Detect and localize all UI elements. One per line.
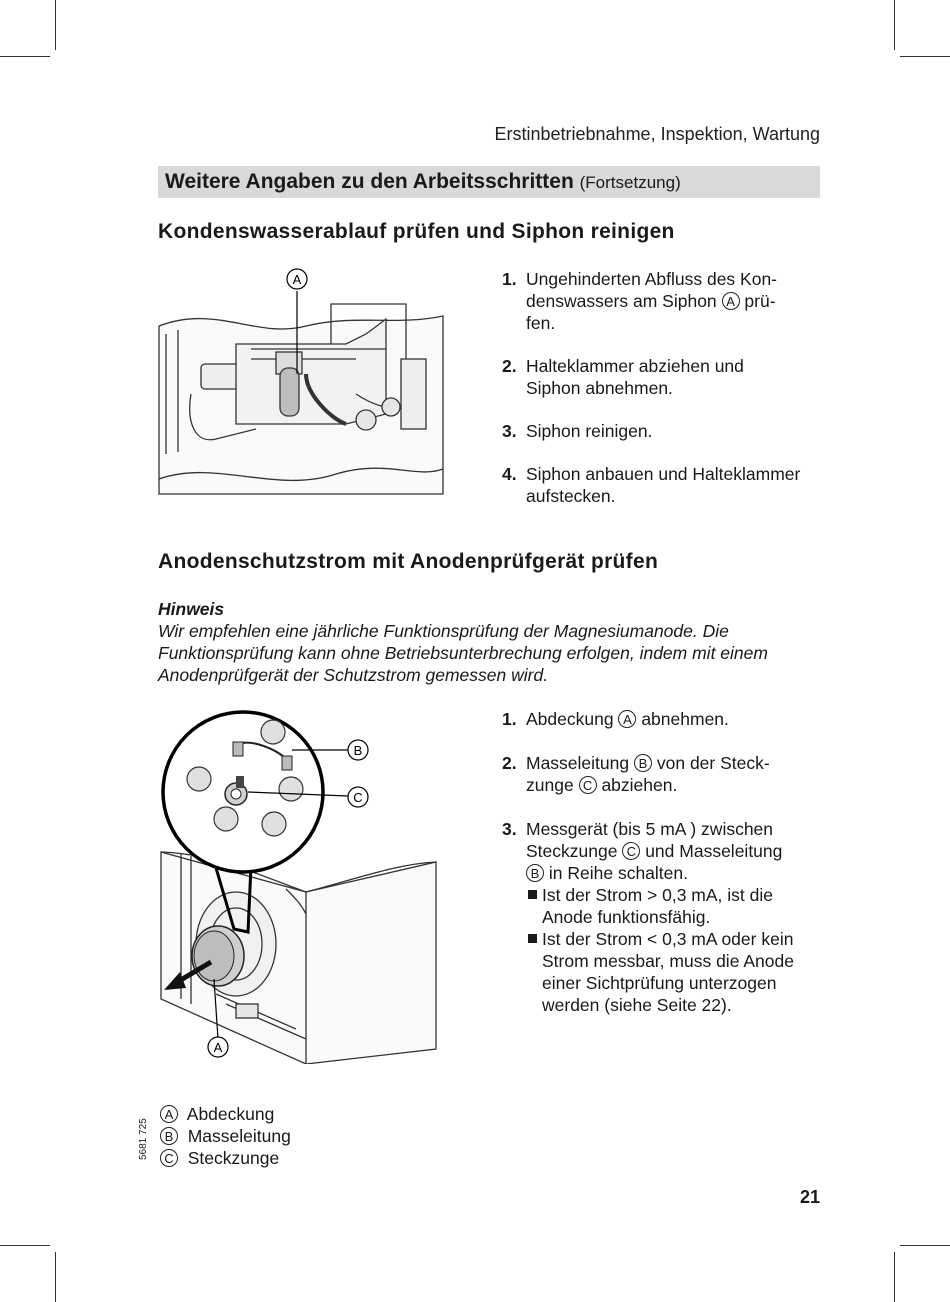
note-line: Funktionsprüfung kann ohne Betriebsunterbrechung erfolgen, indem mit einem (158, 643, 768, 663)
step-text: Siphon anbauen und Halteklammer (526, 464, 801, 484)
note-line: Wir empfehlen eine jährliche Funktionsprüfung der Magnesiumanode. Die (158, 621, 729, 641)
legend-item (160, 1147, 291, 1169)
section1-heading: Kondenswasserablauf prüfen und Siphon reinigen (158, 220, 675, 243)
label-c-text: C (353, 790, 363, 805)
step-item (502, 420, 832, 442)
legend-key-badge: B (160, 1127, 178, 1145)
legend-label: Masseleitung (187, 1126, 291, 1146)
bullet-text: Ist der Strom > 0,3 mA, ist die (542, 885, 773, 905)
step-text (526, 840, 832, 862)
step-text-part: von der Steck- (656, 753, 770, 773)
anode-figure (156, 704, 446, 1064)
step-text-part: prü- (744, 291, 776, 311)
document-number: 5681 725 (138, 1118, 149, 1160)
step-text: Messgerät (bis 5 mA ) zwischen (526, 819, 774, 839)
crop-mark (0, 1245, 50, 1246)
step-item (502, 708, 832, 730)
section-banner (158, 166, 820, 198)
banner-title-text: Weitere Angaben zu den Arbeitsschritten (165, 170, 574, 193)
legend-key-badge: C (160, 1149, 178, 1167)
bullet-text: Anode funktionsfähig. (542, 907, 711, 927)
step-text-part: abnehmen. (641, 709, 729, 729)
step-text (526, 752, 832, 774)
step-item (502, 463, 832, 507)
step-number: 4. (502, 464, 517, 484)
step-number: 2. (502, 753, 517, 773)
step-item (502, 355, 832, 399)
step-text-part: abziehen. (601, 775, 678, 795)
label-a-text: A (213, 1040, 223, 1055)
bullet-text: einer Sichtprüfung unterzogen (542, 973, 777, 993)
step-item (502, 752, 832, 796)
crop-mark (900, 1245, 950, 1246)
bullet-list (526, 884, 832, 1016)
step-number: 1. (502, 709, 517, 729)
step-text-part: Steckzunge (526, 841, 618, 861)
note-title: Hinweis (158, 599, 225, 619)
bullet-text: werden (siehe Seite 22). (542, 995, 732, 1015)
ref-a-badge: A (618, 710, 636, 728)
step-number: 2. (502, 356, 517, 376)
legend-key-badge: A (160, 1105, 178, 1123)
step-text: Siphon abnehmen. (526, 378, 673, 398)
crop-mark (55, 1252, 56, 1302)
legend-label: Steckzunge (187, 1148, 280, 1168)
bullet-text: Strom messbar, muss die Anode (542, 951, 794, 971)
crop-mark (55, 0, 56, 50)
step-text (526, 862, 832, 884)
running-header: Erstinbetriebnahme, Inspektion, Wartung (494, 124, 820, 144)
bullet-square-icon (528, 890, 537, 899)
step-number: 3. (502, 819, 517, 839)
crop-mark (900, 56, 950, 57)
banner-subtitle: (Fortsetzung) (579, 173, 681, 192)
step-text: Ungehinderten Abfluss des Kon- (526, 269, 777, 289)
label-a-text: A (292, 272, 302, 287)
label-b-text: B (353, 743, 363, 758)
step-text (526, 708, 832, 730)
siphon-part (280, 368, 299, 416)
note-box (158, 598, 838, 686)
step-text: fen. (526, 313, 556, 333)
page-number: 21 (799, 1187, 820, 1207)
step-text-part: und Masseleitung (645, 841, 783, 861)
step-text-part: in Reihe schalten. (548, 863, 688, 883)
ref-a-badge: A (722, 292, 740, 310)
ref-c-badge: C (579, 776, 597, 794)
figure-legend (160, 1103, 291, 1169)
banner-title (165, 170, 681, 194)
bullet-item (526, 928, 832, 1016)
step-text: aufstecken. (526, 486, 616, 506)
step-text: Halteklammer abziehen und (526, 356, 744, 376)
bullet-text: Ist der Strom < 0,3 mA oder kein (542, 929, 794, 949)
siphon-figure (156, 264, 448, 514)
step-text (526, 290, 832, 312)
legend-item (160, 1125, 291, 1147)
step-number: 1. (502, 269, 517, 289)
section1-steps (502, 268, 832, 507)
step-text-part: Abdeckung (526, 709, 614, 729)
legend-item (160, 1103, 291, 1125)
step-text-part: Masseleitung (526, 753, 630, 773)
bullet-square-icon (528, 934, 537, 943)
crop-mark (0, 56, 50, 57)
step-text: Siphon reinigen. (526, 421, 653, 441)
ref-c-badge: C (622, 842, 640, 860)
step-item (502, 268, 832, 334)
bullet-item (526, 884, 832, 928)
section2-steps (502, 708, 832, 1016)
section2-heading: Anodenschutzstrom mit Anodenprüfgerät prüfen (158, 550, 659, 573)
step-number: 3. (502, 421, 517, 441)
ref-b-badge: B (634, 754, 652, 772)
note-line: Anodenprüfgerät der Schutzstrom gemessen wird. (158, 665, 549, 685)
crop-mark (894, 0, 895, 50)
ref-b-badge: B (526, 864, 544, 882)
legend-label: Abdeckung (186, 1104, 275, 1124)
crop-mark (894, 1252, 895, 1302)
step-text-part: zunge (526, 775, 574, 795)
step-item (502, 818, 832, 1016)
step-text (526, 774, 832, 796)
step-text-part: denswassers am Siphon (526, 291, 717, 311)
